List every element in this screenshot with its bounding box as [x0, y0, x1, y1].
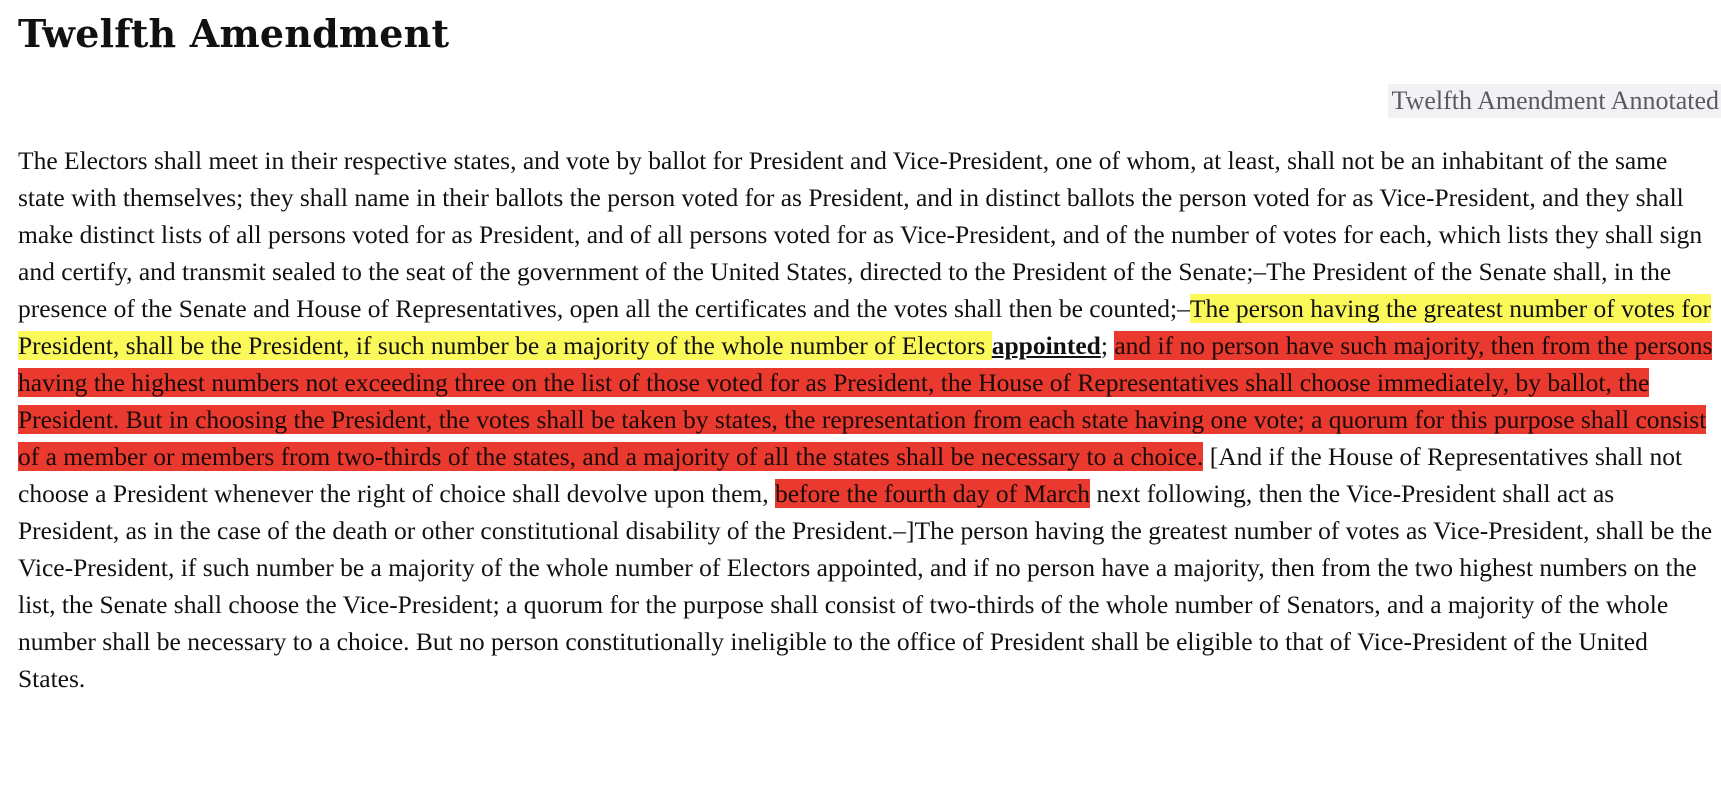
amendment-segment: ;: [1100, 331, 1115, 360]
term-link-appointed[interactable]: appointed: [991, 331, 1101, 360]
amendment-segment: next following, then the Vice-President shall act as President, as in the case of the death or other constitutional disability of the President.–]The person having the greatest number of votes as Vice-President, shall be the Vice-President, if such number be a majority of the whole number of Electors appointed, and if no person have a majority, then from the two highest numbers on the list, the Senate shall choose the Vice-President; a quorum for the purpose shall consist of two-thirds of the whole number of Senators, and a majority of the whole number shall be necessary to a choice. But no person constitutionally ineligible to the office of President shall be eligible to that of Vice-President of the United States.: [18, 479, 1713, 693]
highlight-red[interactable]: before the fourth day of March: [774, 479, 1091, 508]
page: [18, 0, 1721, 693]
annotated-link[interactable]: Twelfth Amendment Annotated: [1388, 84, 1721, 118]
highlight-red[interactable]: and if no person have such majority, then from the persons having the highest numbers not exceeding three on the list of those voted for as President, the House of Representatives shall choose immediately, by ballot, the President. But in choosing the President, the votes shall be taken by states, the representation from each state having one vote; a quorum for this purpose shall consist of a member or members from two-thirds of the states, and a majority of all the states shall be necessary to a choice.: [18, 331, 1713, 471]
amendment-text[interactable]: [18, 142, 1718, 697]
highlight-yellow[interactable]: The person having the greatest number of votes for President, shall be the President, if such number be a majority of the whole number of Electors: [18, 294, 1712, 360]
amendment-segment: [And if the House of Representatives shall not choose a President whenever the right of choice shall devolve upon them,: [18, 442, 1683, 508]
page-title: Twelfth Amendment: [18, 11, 450, 56]
amendment-segment: The Electors shall meet in their respective states, and vote by ballot for President and Vice-President, one of whom, at least, shall not be an inhabitant of the same state with themselves; they shall name in their ballots the person voted for as President, and in distinct ballots the person voted for as Vice-President, and they shall make distinct lists of all persons voted for as President, and of all persons voted for as Vice-President, and of the number of votes for each, which lists they shall sign and certify, and transmit sealed to the seat of the government of the United States, directed to the President of the Senate;–The President of the Senate shall, in the presence of the Senate and House of Representatives, open all the certificates and the votes shall then be counted;–: [18, 146, 1703, 323]
